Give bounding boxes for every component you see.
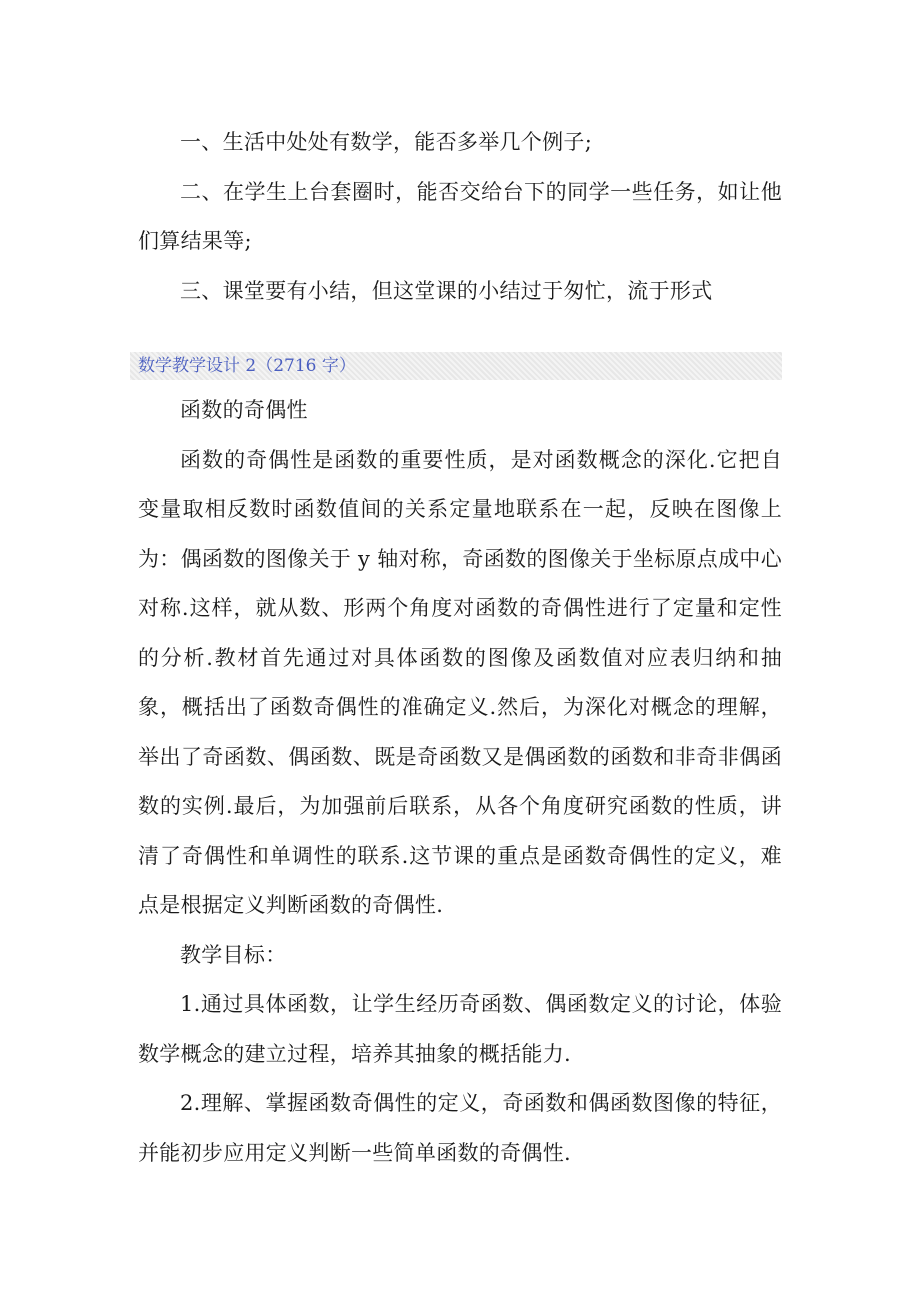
lesson-title: 函数的奇偶性 bbox=[180, 398, 308, 422]
section-body bbox=[138, 386, 782, 1178]
section-heading: 数学教学设计 2（2716 字） bbox=[138, 356, 356, 376]
reflection-item-2: 二、在学生上台套圈时，能否交给台下的同学一些任务，如让他们算结果等; bbox=[138, 179, 782, 253]
objective-item-1: 1.通过具体函数，让学生经历奇函数、偶函数定义的讨论，体验数学概念的建立过程，培养其抽象的概括能力. bbox=[138, 992, 782, 1066]
section-heading-bar bbox=[130, 352, 782, 380]
objectives-label: 教学目标： bbox=[180, 942, 287, 967]
reflection-item-3: 三、课堂要有小结，但这堂课的小结过于匆忙，流于形式 bbox=[180, 278, 713, 303]
objective-item-2: 2.理解、掌握函数奇偶性的定义，奇函数和偶函数图像的特征，并能初步应用定义判断一些简单函数的奇偶性. bbox=[138, 1091, 782, 1165]
reflection-item-1: 一、生活中处处有数学，能否多举几个例子; bbox=[180, 130, 593, 154]
body-paragraph: 函数的奇偶性是函数的重要性质，是对函数概念的深化.它把自变量取相反数时函数值间的关系定量地联系在一起，反映在图像上为：偶函数的图像关于 y 轴对称，奇函数的图像关于坐标原点成中心对称.这样，就从数、形两个角度对函数的奇偶性进行了定量和定性的分析.教材首先通过对具体函数的图像及函数值对应表归纳和抽象，概括出了函数奇偶性的准确定义.然后，为深化对概念的理解，举出了奇函数、偶函数、既是奇函数又是偶函数的函数和非奇非偶函数的实例.最后，为加强前后联系，从各个角度研究函数的性质，讲清了奇偶性和单调性的联系.这节课的重点是函数奇偶性的定义，难点是根据定义判断函数的奇偶性. bbox=[138, 447, 782, 917]
reflection-list bbox=[138, 118, 782, 316]
